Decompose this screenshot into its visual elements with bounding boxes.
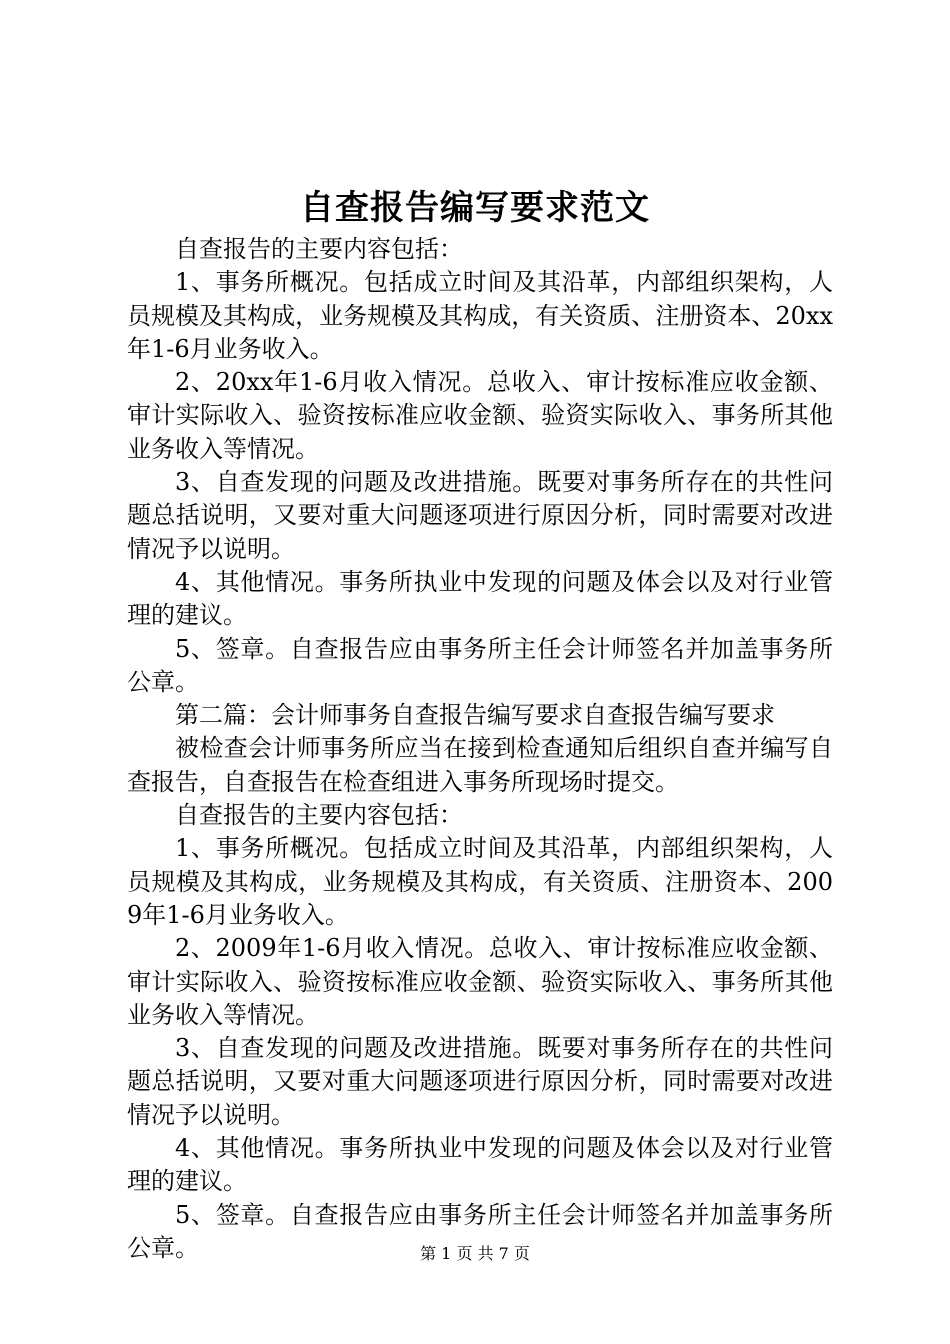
paragraph: 被检查会计师事务所应当在接到检查通知后组织自查并编写自查报告，自查报告在检查组进入事务所现场时提交。	[127, 734, 833, 796]
paragraph: 1、事务所概况。包括成立时间及其沿革，内部组织架构，人员规模及其构成，业务规模及其构成，有关资质、注册资本、2009年1-6月业务收入。	[127, 834, 833, 929]
paragraph: 4、其他情况。事务所执业中发现的问题及体会以及对行业管理的建议。	[127, 1134, 833, 1196]
document-body	[127, 233, 833, 1265]
paragraph: 4、其他情况。事务所执业中发现的问题及体会以及对行业管理的建议。	[127, 567, 833, 630]
paragraph: 5、签章。自查报告应由事务所主任会计师签名并加盖事务所公章。	[127, 634, 833, 696]
paragraph: 自查报告的主要内容包括：	[175, 801, 463, 830]
section-heading: 第二篇：会计师事务自查报告编写要求自查报告编写要求	[175, 701, 775, 730]
paragraph: 自查报告的主要内容包括：	[175, 235, 463, 263]
paragraph: 1、事务所概况。包括成立时间及其沿革，内部组织架构，人员规模及其构成，业务规模及其构成，有关资质、注册资本、20xx年1-6月业务收入。	[127, 268, 833, 363]
paragraph: 3、自查发现的问题及改进措施。既要对事务所存在的共性问题总括说明，又要对重大问题逐项进行原因分析，同时需要对改进情况予以说明。	[127, 468, 833, 563]
page-number-footer: 第 1 页 共 7 页	[420, 1244, 530, 1263]
paragraph: 2、20xx年1-6月收入情况。总收入、审计按标准应收金额、审计实际收入、验资按标准应收金额、验资实际收入、事务所其他业务收入等情况。	[127, 368, 833, 463]
paragraph: 2、2009年1-6月收入情况。总收入、审计按标准应收金额、审计实际收入、验资按标准应收金额、验资实际收入、事务所其他业务收入等情况。	[127, 934, 833, 1029]
paragraph: 5、签章。自查报告应由事务所主任会计师签名并加盖事务所公章。	[127, 1200, 833, 1262]
paragraph: 3、自查发现的问题及改进措施。既要对事务所存在的共性问题总括说明，又要对重大问题逐项进行原因分析，同时需要对改进情况予以说明。	[127, 1034, 833, 1129]
document-title: 自查报告编写要求范文	[300, 188, 650, 228]
